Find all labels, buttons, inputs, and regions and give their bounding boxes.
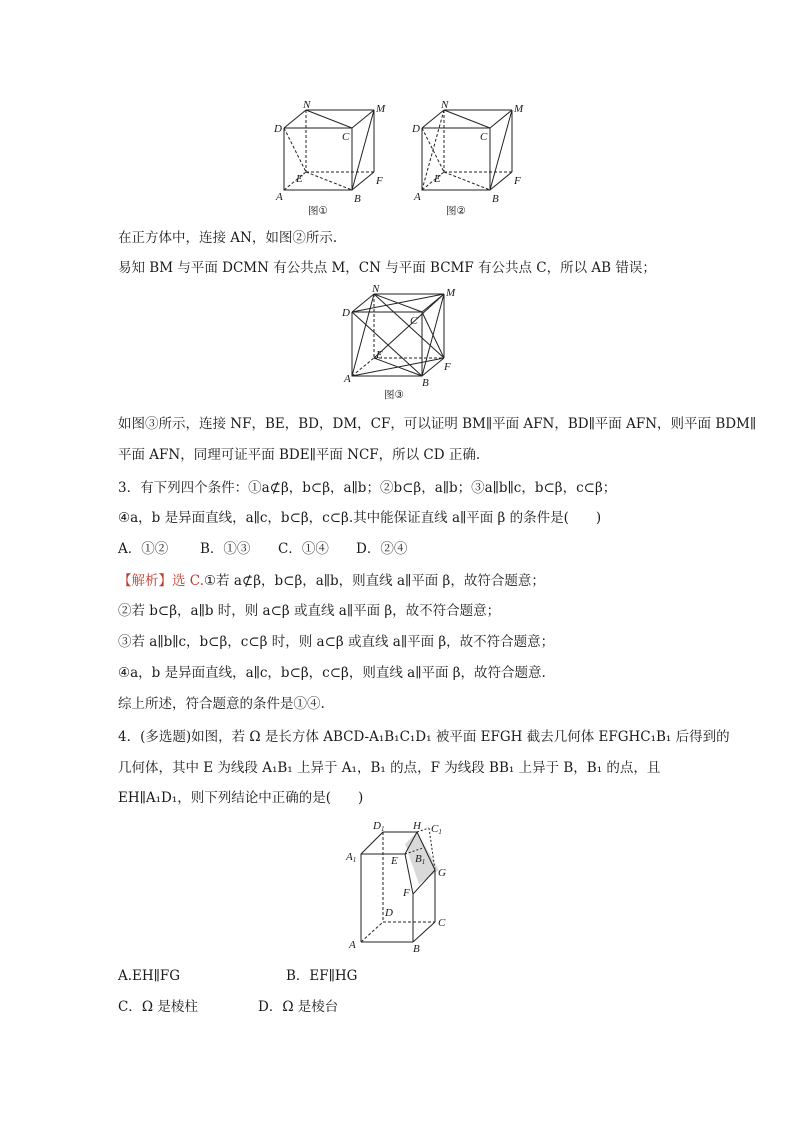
figure-3-svg xyxy=(338,282,462,402)
fig2-label-M: M xyxy=(514,103,524,115)
figure-4-svg xyxy=(343,818,455,954)
answer-line-3: ③若 a∥b∥c，b⊂β，c⊂β 时，则 a⊂β 或直线 a∥平面 β，故不符合题意； xyxy=(118,634,555,650)
q3-option-d: D．②④ xyxy=(356,541,408,557)
fig3-label-F: F xyxy=(444,361,451,373)
fig2-label-E: E xyxy=(434,173,441,185)
fig1-caption: 图① xyxy=(308,205,328,217)
fig4-label-D1: D1 xyxy=(373,820,385,833)
fig3-label-N: N xyxy=(372,283,380,295)
fig1-label-E: E xyxy=(296,173,303,185)
question-4-options-row-2 xyxy=(118,997,698,1017)
fig4-label-B1: B1 xyxy=(415,853,426,866)
question-3-options xyxy=(118,539,698,559)
answer-tag: 【解析】 xyxy=(118,573,172,589)
fig2-caption: 图② xyxy=(446,205,466,217)
q3-option-c: C．①④ xyxy=(278,541,329,557)
fig3-label-B: B xyxy=(422,377,429,389)
q3-option-b: B．①③ xyxy=(200,541,251,557)
question-4-options-row-1 xyxy=(118,966,698,986)
fig3-label-E: E xyxy=(376,349,383,361)
text-line-3: 如图③所示，连接 NF，BE，BD，DM，CF，可以证明 BM∥平面 AFN，BD∥平面 AFN，则平面 BDM∥ xyxy=(118,416,757,432)
figure-3-cube xyxy=(338,282,462,402)
answer-line-2: ②若 b⊂β，a∥b 时，则 a⊂β 或直线 a∥平面 β，故不符合题意； xyxy=(118,603,501,619)
answer-line-5: 综上所述，符合题意的条件是①④. xyxy=(118,696,325,712)
fig4-label-C1: C1 xyxy=(431,823,442,836)
answer-text-1: ①若 a⊄β，b⊂β，a∥b，则直线 a∥平面 β，故符合题意； xyxy=(203,573,545,589)
fig4-label-H: H xyxy=(413,820,421,832)
question-4-line-1: 4．(多选题)如图，若 Ω 是长方体 ABCD-A₁B₁C₁D₁ 被平面 EFGH 截去几何体 EFGHC₁B₁ 后得到的 xyxy=(118,729,730,745)
fig4-label-A: A xyxy=(349,939,356,951)
fig4-label-D: D xyxy=(385,907,393,919)
figure-1-cube xyxy=(270,100,390,218)
fig3-label-C: C xyxy=(410,315,418,327)
fig1-label-D: D xyxy=(274,123,282,135)
fig2-label-N: N xyxy=(441,100,449,111)
fig4-label-A1: A1 xyxy=(346,851,357,864)
figure-2-cube xyxy=(408,100,528,218)
q3-option-a: A．①② xyxy=(118,541,169,557)
answer-choice: 选 C. xyxy=(172,573,204,589)
text-line-4: 平面 AFN，同理可证平面 BDE∥平面 NCF，所以 CD 正确. xyxy=(118,447,481,463)
fig2-label-F: F xyxy=(514,175,521,187)
fig3-label-M: M xyxy=(446,287,456,299)
text-line-2: 易知 BM 与平面 DCMN 有公共点 M，CN 与平面 BCMF 有公共点 C，所以 AB 错误； xyxy=(118,260,656,276)
fig4-label-C: C xyxy=(438,917,446,929)
fig2-label-B: B xyxy=(492,193,499,205)
q4-option-d: D．Ω 是棱台 xyxy=(258,999,339,1015)
figure-2-svg xyxy=(408,100,528,218)
q4-option-b: B．EF∥HG xyxy=(286,968,358,984)
fig3-label-A: A xyxy=(344,373,351,385)
figure-4-cuboid xyxy=(343,818,455,954)
fig1-label-C: C xyxy=(342,131,350,143)
question-3-line-1: 3．有下列四个条件：①a⊄β，b⊂β，a∥b；②b⊂β，a∥b；③a∥b∥c，b⊂β，c⊂β； xyxy=(118,480,617,496)
fig2-label-A: A xyxy=(414,191,421,203)
question-3-line-2: ④a，b 是异面直线，a∥c，b⊂β，c⊂β.其中能保证直线 a∥平面 β 的条件是( ) xyxy=(118,510,602,526)
fig1-label-A: A xyxy=(276,191,283,203)
fig1-label-B: B xyxy=(354,193,361,205)
text-line-1: 在正方体中，连接 AN，如图②所示. xyxy=(118,230,338,246)
fig3-label-D: D xyxy=(342,307,350,319)
fig4-label-E: E xyxy=(391,855,398,867)
fig4-label-B: B xyxy=(413,943,420,954)
fig1-label-F: F xyxy=(376,175,383,187)
answer-line-4: ④a，b 是异面直线，a∥c，b⊂β，c⊂β，则直线 a∥平面 β，故符合题意. xyxy=(118,665,546,681)
q4-option-c: C．Ω 是棱柱 xyxy=(118,999,198,1015)
answer-line-1 xyxy=(118,571,698,591)
fig2-label-C: C xyxy=(480,131,488,143)
figure-1-svg xyxy=(270,100,390,218)
fig1-label-M: M xyxy=(376,103,386,115)
question-4-line-2: 几何体，其中 E 为线段 A₁B₁ 上异于 A₁，B₁ 的点，F 为线段 BB₁ 上异于 B，B₁ 的点，且 xyxy=(118,760,661,776)
fig4-label-F: F xyxy=(403,887,410,899)
fig3-caption: 图③ xyxy=(384,389,404,401)
fig2-label-D: D xyxy=(412,123,420,135)
question-4-line-3: EH∥A₁D₁，则下列结论中正确的是( ) xyxy=(118,790,364,806)
fig1-label-N: N xyxy=(303,100,311,111)
fig4-label-G: G xyxy=(438,867,446,879)
q4-option-a: A.EH∥FG xyxy=(118,968,181,984)
